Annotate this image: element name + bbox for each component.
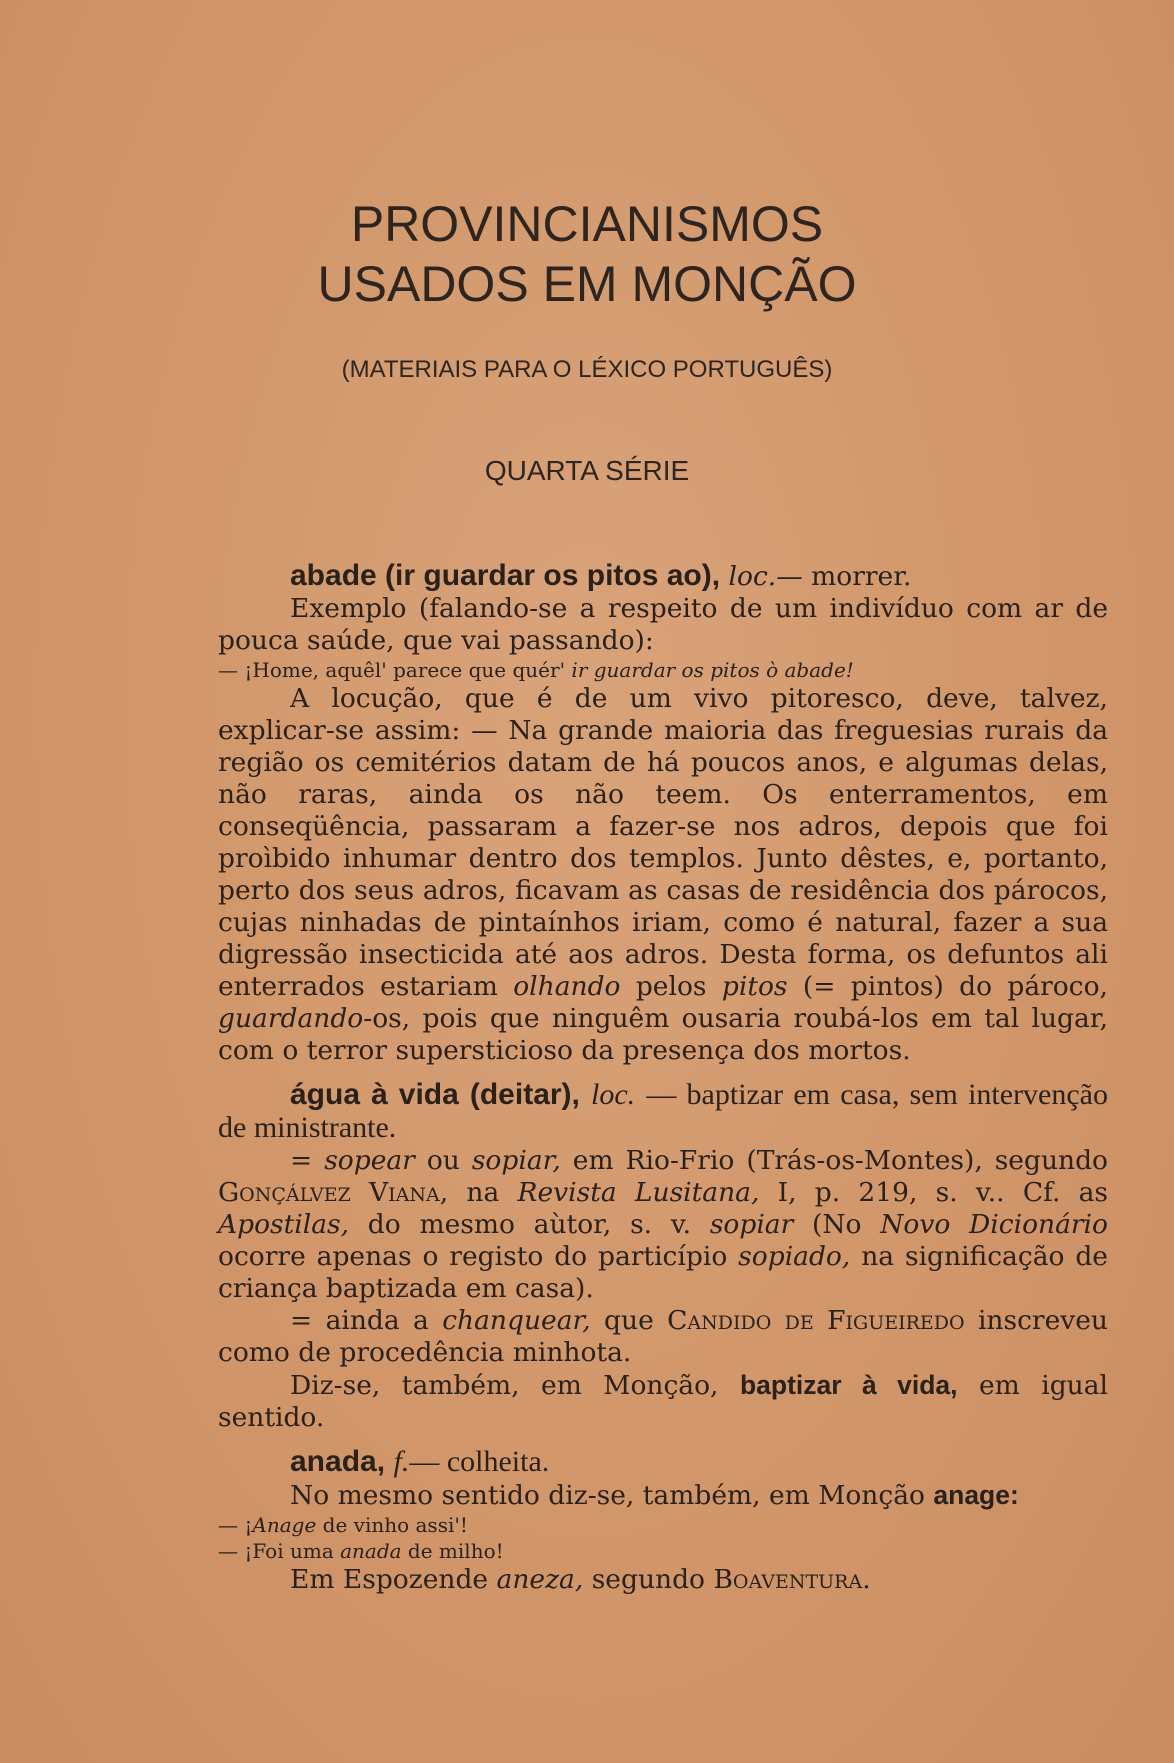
anage-line: No mesmo sentido diz-se, também, em Monção anage:: [290, 1480, 1019, 1511]
title-line-1: PROVINCIANISMOS: [350, 196, 824, 252]
article-body: [218, 560, 1108, 1596]
title-line-2: USADOS EM MONÇÃO: [317, 256, 857, 312]
entry-abade-head: [218, 560, 1108, 593]
headword: abade (ir guardar os pitos ao),: [290, 559, 721, 592]
note-baptizar: Diz-se, também, em Monção, baptizar à vida, em igual sentido.: [218, 1370, 1108, 1433]
subtitle: (MATERIAIS PARA O LÉXICO PORTUGUÊS): [341, 356, 833, 383]
entry-agua-head: água à vida (deitar), loc. — baptizar em casa, sem intervenção de ministrante.: [218, 1078, 1109, 1144]
note-chanquear: = ainda a chanquear, que Candido de Figueiredo inscreveu como de procedência minhota.: [218, 1305, 1108, 1368]
example-intro: Exemplo (falando-se a respeito de um indivíduo com ar de pouca saúde, que vai passando):: [218, 593, 1108, 656]
espozende-line: Em Espozende aneza, segundo Boaventura.: [290, 1564, 871, 1595]
example-quote: — ¡Home, aquêl' parece que quér' ir guardar os pitos ò abade!: [218, 658, 854, 682]
definition: — morrer.: [776, 561, 912, 592]
series-label: QUARTA SÉRIE: [484, 455, 690, 486]
explanation: A locução, que é de um vivo pitoresco, deve, talvez, explicar-se assim: — Na grande maioria das freguesias rurais da região os cemitérios datam de há poucos anos, e algumas delas, não raras, ainda os não teem. Os enterramentos, em conseqüência, passaram a fazer-se nos adros, depois que foi proìbido inhumar dentro dos templos. Junto dêstes, e, portanto, perto dos seus adros, ficavam as casas de residência dos párocos, cujas ninhadas de pintaínhos iriam, como é natural, fazer a sua digressão insecticida até aos adros. Desta forma, os defuntos ali enterrados estariam olhando pelos pitos (= pintos) do pároco, guardando-os, pois que ninguêm ousaria roubá-los em tal lugar, com o terror supersticioso da presença dos mortos.: [218, 683, 1108, 1066]
entry-anada-head: anada, f.— colheita.: [290, 1445, 550, 1478]
note-sopear: = sopear ou sopiar, em Rio-Frio (Trás-os-Montes), segundo Gonçálvez Viana, na Revista Lusitana, I, p. 219, s. v.. Cf. as Apostilas, do mesmo aùtor, s. v. sopiar (No Novo Dicionário ocorre apenas o registo do particípio sopiado, na significação de criança baptizada em casa).: [218, 1145, 1109, 1304]
part-of-speech: loc.: [728, 561, 777, 592]
example-anada: — ¡Foi uma anada de milho!: [218, 1539, 504, 1563]
example-anage: — ¡Anage de vinho assi'!: [218, 1513, 468, 1537]
